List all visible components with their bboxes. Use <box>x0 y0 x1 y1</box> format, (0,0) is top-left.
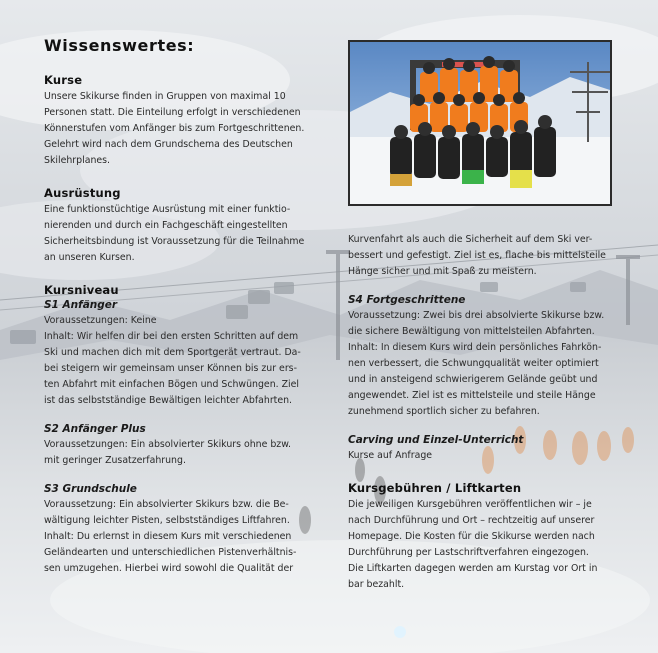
level-s2-text: Voraussetzungen: Ein absolvierter Skikurs ohne bzw. mit geringer Zusatzerfahrung. <box>44 439 292 466</box>
group-photo <box>348 40 612 206</box>
level-s1-text: Voraussetzungen: Keine Inhalt: Wir helfen dir bei den ersten Schritten auf dem Ski und machen dich mit dem Sportgerät vertraut. Da- bei steigern wir gemeinsam unser Können bis zur ers- ten Abfahrt mit einfachen Bögen und Schwüngen. Ziel ist das selbstständige Bewältigen leichter Abfahrten. <box>44 315 301 406</box>
page-title: Wissenswertes: <box>44 36 195 55</box>
right-column <box>348 232 612 593</box>
level-s4-title: S4 Fortgeschrittene <box>348 294 466 306</box>
carving-text: Kurse auf Anfrage <box>348 450 433 461</box>
kurse-text: Unsere Skikurse finden in Gruppen von maximal 10 Personen statt. Die Einteilung erfolgt in verschiedenen Könnerstufen vom Anfänger bis zum Fortgeschrittenen. Gelehrt wird nach dem Grundschema des Deutschen Skilehrplanes. <box>44 91 305 166</box>
level-s3-text: Voraussetzung: Ein absolvierter Skikurs bzw. die Be- wältigung leichter Pisten, selbstständiges Liftfahren. Inhalt: Du erlernst in diesem Kurs mit verschiedenen Geländearten und unterschiedlichen Pistenverhältnis- sen umzugehen. Hierbei wird sowohl die Qualität der <box>44 499 297 574</box>
section-heading-gebuehren: Kursgebühren / Liftkarten <box>348 481 522 495</box>
gebuehren-text: Die jeweiligen Kursgebühren veröffentlichen wir – je nach Durchführung und Ort – rechtzeitig auf unserer Homepage. Die Kosten für die Skikurse werden nach Durchführung per Lastschriftverfahren eingezogen. Die Liftkarten dagegen werden am Kurstag vor Ort in bar bezahlt. <box>348 499 598 590</box>
ski-group-image <box>350 42 610 204</box>
left-column <box>44 36 310 577</box>
ausruestung-text: Eine funktionstüchtige Ausrüstung mit einer funktio- nierenden und durch ein Fachgeschäft eingestellten Sicherheitsbindung ist Voraussetzung für die Teilnahme an unseren Kursen. <box>44 204 305 263</box>
level-s3-text-continued: Kurvenfahrt als auch die Sicherheit auf dem Ski ver- bessert und gefestigt. Ziel ist es, flache bis mittelsteile Hänge sicher und mit Spaß zu meistern. <box>348 234 606 277</box>
carving-title: Carving und Einzel-Unterricht <box>348 434 524 446</box>
section-heading-kurse: Kurse <box>44 73 83 87</box>
section-heading-ausruestung: Ausrüstung <box>44 186 121 200</box>
level-s1-title: S1 Anfänger <box>44 299 118 311</box>
level-s3-title: S3 Grundschule <box>44 483 137 495</box>
level-s4-text: Voraussetzung: Zwei bis drei absolvierte Skikurse bzw. die sichere Bewältigung von mittelsteilen Abfahrten. Inhalt: In diesem Kurs wird dein persönliches Fahrkön- nen verbessert, die Schwungqualität weiter optimiert und in ansteigend schwierigerem Gelände geübt und angewendet. Ziel ist es mittelsteile und steile Hänge zunehmend sportlich sicher zu befahren. <box>348 310 605 417</box>
section-heading-kursniveau: Kursniveau <box>44 283 119 297</box>
level-s2-title: S2 Anfänger Plus <box>44 423 146 435</box>
